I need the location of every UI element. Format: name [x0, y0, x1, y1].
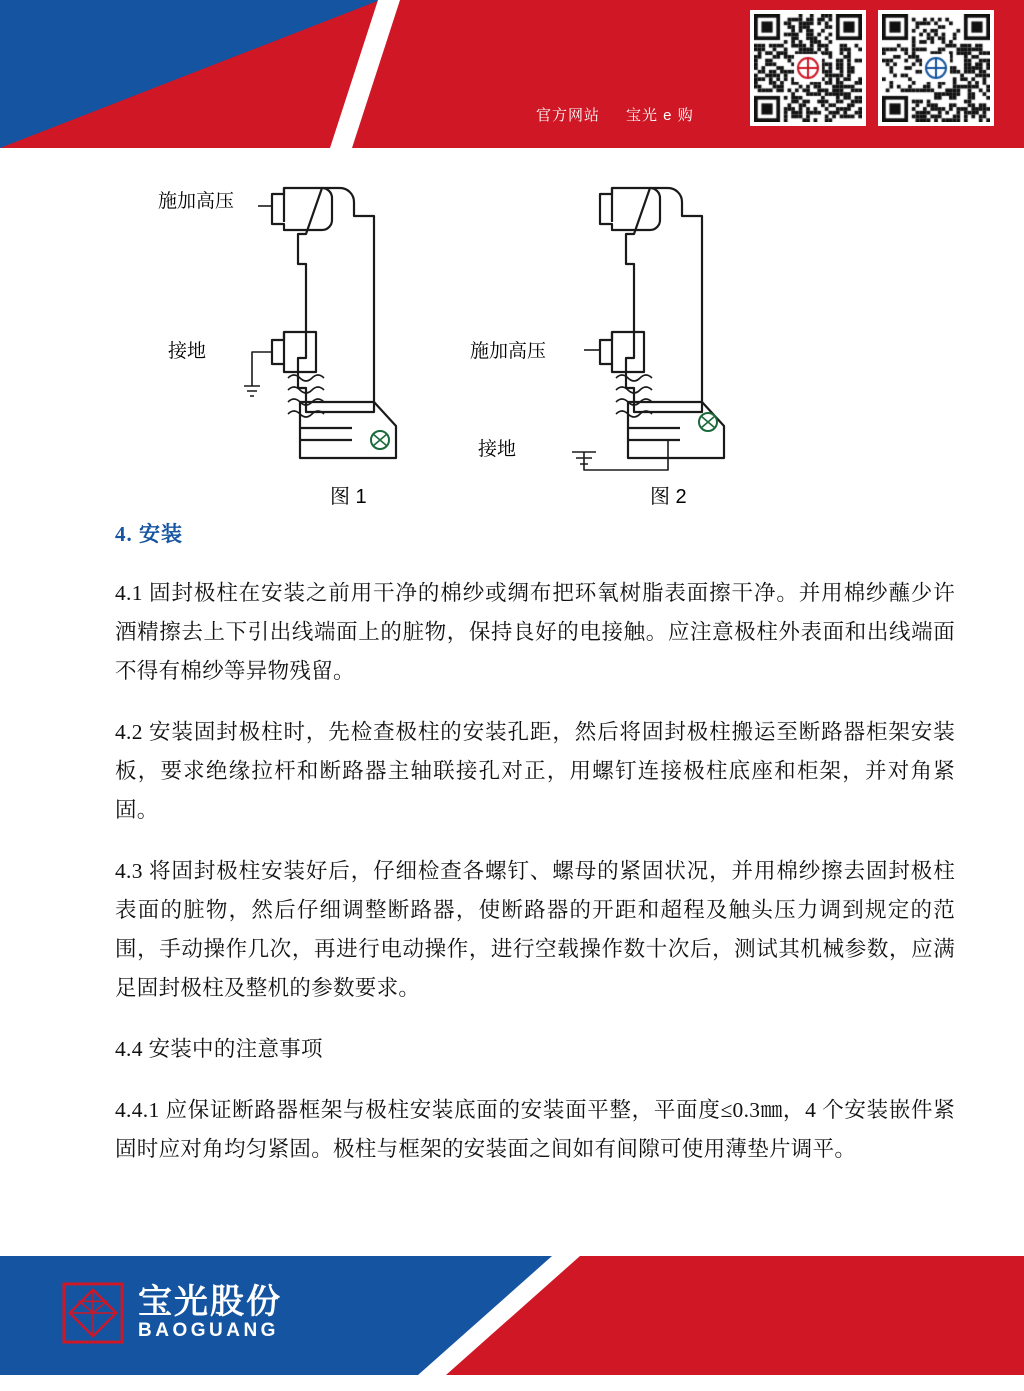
label-baoguang-eshop: 宝光 e 购	[626, 107, 694, 124]
qr-code-eshop[interactable]	[878, 10, 994, 126]
page-footer	[0, 1256, 1024, 1391]
company-logo	[62, 1282, 282, 1344]
baoguang-diamond-icon	[62, 1282, 124, 1344]
qr-eshop-canvas	[882, 14, 990, 122]
fig1-label-ground: 接地	[168, 341, 207, 362]
qr-code-website[interactable]	[750, 10, 866, 126]
logo-text-chinese: 宝光股份	[138, 1283, 282, 1321]
header-qr-labels	[536, 104, 694, 125]
paragraph-4-1: 4.1 固封极柱在安装之前用干净的棉纱或绸布把环氧树脂表面擦干净。并用棉纱蘸少许酒精擦去上下引出线端面上的脏物，保持良好的电接触。应注意极柱外表面和出线端面不得有棉纱等异物残留。	[115, 581, 955, 683]
paragraph-4-4-1: 4.4.1 应保证断路器框架与极柱安装底面的安装面平整，平面度≤0.3㎜，4 个安装嵌件紧固时应对角均匀紧固。极柱与框架的安装面之间如有间隙可使用薄垫片调平。	[115, 1098, 955, 1161]
paragraph-4-2: 4.2 安装固封极柱时，先检查极柱的安装孔距，然后将固封极柱搬运至断路器柜架安装板，要求绝缘拉杆和断路器主轴联接孔对正，用螺钉连接极柱底座和柜架，并对角紧固。	[115, 720, 955, 822]
label-official-website: 官方网站	[536, 107, 601, 124]
footer-bottom-strip	[0, 1375, 1024, 1391]
fig2-label-ground: 接地	[478, 439, 517, 460]
fig1-caption: 图 1	[330, 486, 367, 508]
qr-website-canvas	[754, 14, 862, 122]
page-header	[0, 0, 1024, 148]
paragraph-4-3: 4.3 将固封极柱安装好后，仔细检查各螺钉、螺母的紧固状况，并用棉纱擦去固封极柱表面的脏物，然后仔细调整断路器，使断路器的开距和超程及触头压力调到规定的范围，手动操作几次，再进行电动操作，进行空载操作数十次后，测试其机械参数，应满足固封极柱及整机的参数要求。	[115, 859, 955, 1000]
figure-area	[0, 150, 1024, 520]
logo-text-english: BAOGUANG	[138, 1320, 279, 1341]
fig1-label-high-voltage: 施加高压	[158, 191, 235, 212]
fig2-label-high-voltage: 施加高压	[470, 341, 547, 362]
paragraph-4-4: 4.4 安装中的注意事项	[115, 1037, 323, 1061]
fig2-caption: 图 2	[650, 486, 687, 508]
document-content	[115, 518, 955, 1191]
pole-test-diagrams	[0, 150, 1024, 520]
section-heading-installation: 4. 安装	[115, 522, 183, 546]
